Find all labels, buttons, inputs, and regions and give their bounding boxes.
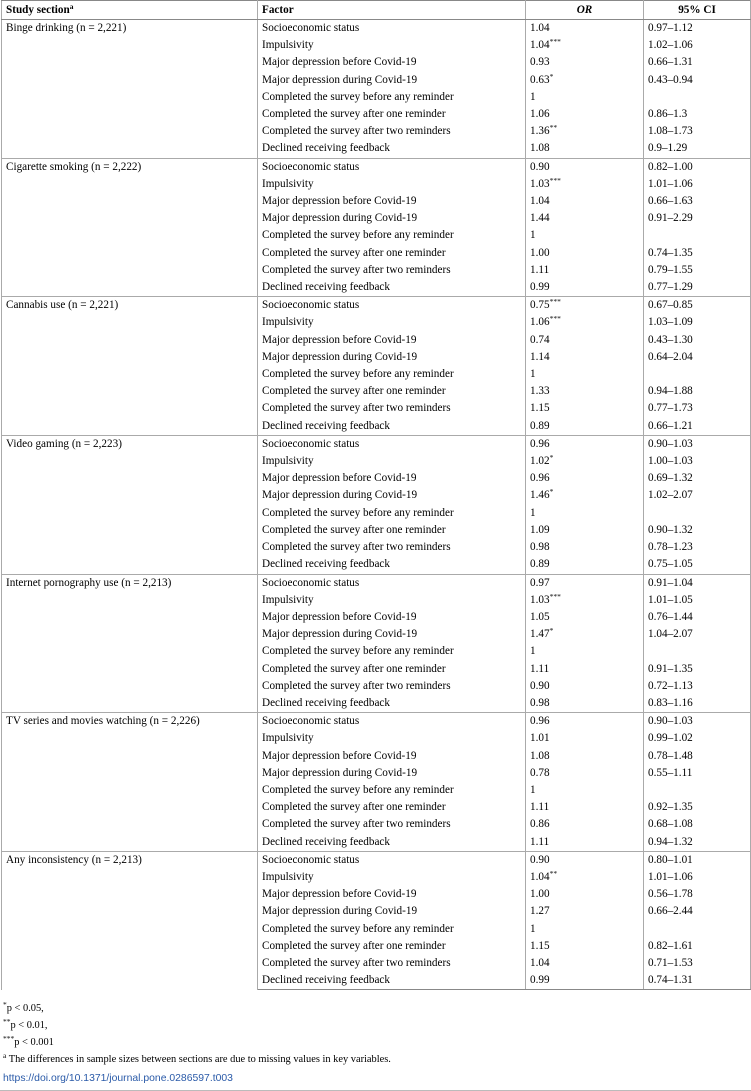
or-cell	[526, 816, 644, 833]
factor-cell: Major depression during Covid-19	[258, 349, 526, 366]
or-value: 0.99	[530, 281, 550, 294]
ci-cell: 0.90–1.32	[644, 522, 751, 539]
factor-cell: Completed the survey after one reminder	[258, 799, 526, 816]
or-value: 1.46	[530, 489, 550, 502]
or-value: 1.01	[530, 732, 550, 745]
significance-mark: *	[549, 453, 554, 463]
factor-cell: Completed the survey before any reminder	[258, 643, 526, 660]
factor-cell: Socioeconomic status	[258, 158, 526, 176]
ci-cell: 1.04–2.07	[644, 626, 751, 643]
significance-mark: ***	[549, 591, 561, 601]
or-cell	[526, 227, 644, 244]
ci-cell: 0.77–1.73	[644, 400, 751, 417]
or-value: 1.03	[530, 177, 550, 190]
significance-mark: ***	[549, 37, 561, 47]
doi-link[interactable]: https://doi.org/10.1371/journal.pone.0286597.t003	[3, 1073, 233, 1085]
ci-cell: 1.08–1.73	[644, 123, 751, 140]
ci-cell: 0.90–1.03	[644, 713, 751, 731]
or-value: 0.96	[530, 437, 550, 450]
ci-cell: 0.66–2.44	[644, 903, 751, 920]
ci-cell: 0.91–1.35	[644, 661, 751, 678]
or-cell	[526, 834, 644, 852]
ci-cell: 0.83–1.16	[644, 695, 751, 713]
or-cell	[526, 730, 644, 747]
or-value: 1.08	[530, 142, 550, 155]
or-cell	[526, 453, 644, 470]
factor-cell: Impulsivity	[258, 592, 526, 609]
factor-cell: Declined receiving feedback	[258, 140, 526, 158]
or-cell	[526, 955, 644, 972]
or-value: 0.99	[530, 974, 550, 987]
or-cell	[526, 400, 644, 417]
or-value: 1	[530, 368, 536, 381]
or-value: 1.08	[530, 749, 550, 762]
ci-cell: 1.03–1.09	[644, 314, 751, 331]
or-value: 1.06	[530, 316, 550, 329]
or-cell	[526, 539, 644, 556]
factor-cell: Impulsivity	[258, 869, 526, 886]
ci-cell: 0.97–1.12	[644, 20, 751, 38]
factor-cell: Completed the survey before any reminder	[258, 366, 526, 383]
factor-cell: Completed the survey after two reminders	[258, 400, 526, 417]
ci-cell: 0.77–1.29	[644, 279, 751, 297]
or-cell	[526, 799, 644, 816]
or-value: 1.03	[530, 593, 550, 606]
table-row	[2, 574, 751, 592]
or-value: 1.06	[530, 108, 550, 121]
factor-cell: Major depression before Covid-19	[258, 609, 526, 626]
or-cell	[526, 487, 644, 504]
or-cell	[526, 695, 644, 713]
or-cell	[526, 54, 644, 71]
footnote: ***p < 0.001	[3, 1034, 54, 1049]
or-value: 0.63	[530, 73, 550, 86]
or-value: 1.14	[530, 350, 550, 363]
or-value: 0.90	[530, 160, 550, 173]
or-cell	[526, 748, 644, 765]
ci-cell: 1.01–1.05	[644, 592, 751, 609]
or-value: 0.98	[530, 541, 550, 554]
factor-cell: Impulsivity	[258, 37, 526, 54]
header-ci: 95% CI	[644, 1, 751, 20]
ci-cell: 0.43–1.30	[644, 332, 751, 349]
or-value: 1	[530, 645, 536, 658]
ci-cell: 0.82–1.00	[644, 158, 751, 176]
header-study-section: Study section$^a$	[2, 1, 258, 20]
ci-cell: 0.64–2.04	[644, 349, 751, 366]
factor-cell: Completed the survey after two reminders	[258, 539, 526, 556]
table-body	[2, 20, 751, 990]
ci-cell: 0.99–1.02	[644, 730, 751, 747]
or-value: 1.47	[530, 628, 550, 641]
ci-cell: 1.01–1.06	[644, 176, 751, 193]
factor-cell: Major depression before Covid-19	[258, 193, 526, 210]
or-cell	[526, 972, 644, 990]
or-cell	[526, 72, 644, 89]
ci-cell: 0.80–1.01	[644, 851, 751, 869]
or-value: 1.11	[530, 662, 550, 675]
or-cell	[526, 20, 644, 38]
factor-cell: Completed the survey before any reminder	[258, 782, 526, 799]
ci-cell: 0.67–0.85	[644, 297, 751, 315]
or-value: 1.15	[530, 939, 550, 952]
ci-cell: 0.90–1.03	[644, 435, 751, 453]
footnote: **p < 0.01,	[3, 1017, 48, 1032]
ci-cell: 0.66–1.21	[644, 418, 751, 436]
table-row	[2, 297, 751, 315]
ci-cell	[644, 921, 751, 938]
or-value: 0.75	[530, 299, 550, 312]
ci-cell: 0.55–1.11	[644, 765, 751, 782]
ci-cell: 0.71–1.53	[644, 955, 751, 972]
table-row	[2, 713, 751, 731]
study-section-cell: Video gaming (n = 2,223)	[2, 435, 258, 574]
ci-cell: 0.78–1.23	[644, 539, 751, 556]
ci-cell: 0.66–1.63	[644, 193, 751, 210]
factor-cell: Major depression during Covid-19	[258, 210, 526, 227]
ci-cell: 0.74–1.31	[644, 972, 751, 990]
or-value: 1.04	[530, 956, 550, 969]
factor-cell: Major depression during Covid-19	[258, 765, 526, 782]
factor-cell: Completed the survey after one reminder	[258, 245, 526, 262]
or-cell	[526, 279, 644, 297]
or-value: 1.33	[530, 385, 550, 398]
or-cell	[526, 89, 644, 106]
factor-cell: Major depression during Covid-19	[258, 626, 526, 643]
or-value: 0.78	[530, 766, 550, 779]
or-cell	[526, 851, 644, 869]
or-value: 0.86	[530, 818, 550, 831]
ci-cell	[644, 505, 751, 522]
ci-cell: 0.9–1.29	[644, 140, 751, 158]
ci-cell: 0.75–1.05	[644, 556, 751, 574]
ci-cell: 0.76–1.44	[644, 609, 751, 626]
or-value: 1.36	[530, 125, 550, 138]
factor-cell: Impulsivity	[258, 453, 526, 470]
factor-cell: Impulsivity	[258, 314, 526, 331]
or-value: 0.90	[530, 853, 550, 866]
study-section-cell: TV series and movies watching (n = 2,226)	[2, 713, 258, 852]
or-cell	[526, 210, 644, 227]
ci-cell: 0.68–1.08	[644, 816, 751, 833]
or-cell	[526, 366, 644, 383]
or-cell	[526, 938, 644, 955]
factor-cell: Major depression during Covid-19	[258, 487, 526, 504]
ci-cell	[644, 89, 751, 106]
factor-cell: Major depression before Covid-19	[258, 54, 526, 71]
factor-cell: Completed the survey before any reminder	[258, 227, 526, 244]
ci-cell: 0.69–1.32	[644, 470, 751, 487]
or-value: 0.96	[530, 715, 550, 728]
factor-cell: Completed the survey after one reminder	[258, 661, 526, 678]
or-cell	[526, 765, 644, 782]
or-cell	[526, 643, 644, 660]
or-cell	[526, 886, 644, 903]
or-cell	[526, 332, 644, 349]
ci-cell	[644, 366, 751, 383]
or-cell	[526, 903, 644, 920]
ci-cell: 0.91–2.29	[644, 210, 751, 227]
ci-cell: 0.91–1.04	[644, 574, 751, 592]
or-cell	[526, 574, 644, 592]
or-value: 1.04	[530, 195, 550, 208]
or-value: 1.04	[530, 870, 550, 883]
or-cell	[526, 592, 644, 609]
ci-cell: 0.72–1.13	[644, 678, 751, 695]
ci-cell	[644, 643, 751, 660]
factor-cell: Declined receiving feedback	[258, 834, 526, 852]
header-or: OR	[526, 1, 644, 20]
factor-cell: Socioeconomic status	[258, 713, 526, 731]
footnotes	[0, 1000, 751, 1068]
results-table	[1, 0, 751, 990]
study-section-cell: Any inconsistency (n = 2,213)	[2, 851, 258, 990]
or-value: 1.11	[530, 835, 550, 848]
or-value: 1.11	[530, 263, 550, 276]
or-value: 1	[530, 506, 536, 519]
or-cell	[526, 661, 644, 678]
ci-cell: 0.92–1.35	[644, 799, 751, 816]
or-value: 1.44	[530, 212, 550, 225]
significance-mark: *	[549, 626, 554, 636]
or-value: 0.89	[530, 419, 550, 432]
ci-cell: 0.94–1.88	[644, 383, 751, 400]
factor-cell: Declined receiving feedback	[258, 556, 526, 574]
factor-cell: Completed the survey after two reminders	[258, 678, 526, 695]
significance-mark: *	[549, 71, 554, 81]
significance-mark: ***	[549, 314, 561, 324]
or-value: 0.93	[530, 56, 550, 69]
or-value: 1.15	[530, 402, 550, 415]
ci-cell: 0.82–1.61	[644, 938, 751, 955]
table-row	[2, 158, 751, 176]
factor-cell: Socioeconomic status	[258, 435, 526, 453]
or-cell	[526, 418, 644, 436]
ci-cell	[644, 227, 751, 244]
or-cell	[526, 193, 644, 210]
or-value: 1	[530, 783, 536, 796]
factor-cell: Completed the survey before any reminder	[258, 921, 526, 938]
or-cell	[526, 383, 644, 400]
or-value: 1.00	[530, 246, 550, 259]
factor-cell: Declined receiving feedback	[258, 279, 526, 297]
ci-cell: 0.79–1.55	[644, 262, 751, 279]
or-value: 0.98	[530, 696, 550, 709]
significance-mark: **	[549, 123, 558, 133]
factor-cell: Socioeconomic status	[258, 20, 526, 38]
or-cell	[526, 678, 644, 695]
header-factor: Factor	[258, 1, 526, 20]
or-value: 1	[530, 922, 536, 935]
ci-cell: 0.74–1.35	[644, 245, 751, 262]
or-value: 1.09	[530, 523, 550, 536]
or-value: 0.96	[530, 472, 550, 485]
or-cell	[526, 626, 644, 643]
or-cell	[526, 435, 644, 453]
study-section-cell: Cannabis use (n = 2,221)	[2, 297, 258, 436]
factor-cell: Completed the survey after two reminders	[258, 123, 526, 140]
or-cell	[526, 921, 644, 938]
factor-cell: Impulsivity	[258, 176, 526, 193]
ci-cell: 0.78–1.48	[644, 748, 751, 765]
or-cell	[526, 106, 644, 123]
significance-mark: ***	[549, 175, 561, 185]
or-cell	[526, 314, 644, 331]
or-cell	[526, 140, 644, 158]
significance-mark: ***	[549, 297, 561, 307]
ci-cell: 0.56–1.78	[644, 886, 751, 903]
or-cell	[526, 37, 644, 54]
significance-mark: **	[549, 868, 558, 878]
or-value: 0.90	[530, 679, 550, 692]
table-row	[2, 851, 751, 869]
factor-cell: Declined receiving feedback	[258, 695, 526, 713]
ci-cell: 0.86–1.3	[644, 106, 751, 123]
or-cell	[526, 176, 644, 193]
or-cell	[526, 782, 644, 799]
factor-cell: Major depression during Covid-19	[258, 903, 526, 920]
factor-cell: Major depression during Covid-19	[258, 72, 526, 89]
or-cell	[526, 297, 644, 315]
factor-cell: Major depression before Covid-19	[258, 470, 526, 487]
significance-mark: *	[549, 487, 554, 497]
or-value: 0.97	[530, 576, 550, 589]
ci-cell	[644, 782, 751, 799]
ci-cell: 1.00–1.03	[644, 453, 751, 470]
or-cell	[526, 262, 644, 279]
ci-cell: 1.01–1.06	[644, 869, 751, 886]
factor-cell: Socioeconomic status	[258, 574, 526, 592]
factor-cell: Completed the survey before any reminder	[258, 89, 526, 106]
ci-cell: 0.94–1.32	[644, 834, 751, 852]
or-value: 1.11	[530, 801, 550, 814]
ci-cell: 1.02–2.07	[644, 487, 751, 504]
factor-cell: Declined receiving feedback	[258, 418, 526, 436]
or-value: 1.04	[530, 22, 550, 34]
factor-cell: Socioeconomic status	[258, 297, 526, 315]
factor-cell: Socioeconomic status	[258, 851, 526, 869]
factor-cell: Impulsivity	[258, 730, 526, 747]
table-row	[2, 20, 751, 38]
factor-cell: Major depression before Covid-19	[258, 748, 526, 765]
factor-cell: Completed the survey before any reminder	[258, 505, 526, 522]
or-cell	[526, 869, 644, 886]
or-value: 1.04	[530, 39, 550, 52]
or-cell	[526, 470, 644, 487]
factor-cell: Declined receiving feedback	[258, 972, 526, 990]
factor-cell: Completed the survey after one reminder	[258, 522, 526, 539]
factor-cell: Completed the survey after two reminders	[258, 955, 526, 972]
or-cell	[526, 609, 644, 626]
factor-cell: Completed the survey after one reminder	[258, 383, 526, 400]
or-cell	[526, 158, 644, 176]
or-value: 0.74	[530, 333, 550, 346]
footnote: $^a$ The differences in sample sizes between sections are due to missing values in key variables.	[3, 1051, 391, 1066]
study-section-cell: Cigarette smoking (n = 2,222)	[2, 158, 258, 297]
factor-cell: Completed the survey after one reminder	[258, 938, 526, 955]
factor-cell: Major depression before Covid-19	[258, 332, 526, 349]
or-cell	[526, 522, 644, 539]
or-cell	[526, 505, 644, 522]
table-row	[2, 435, 751, 453]
study-section-cell: Internet pornography use (n = 2,213)	[2, 574, 258, 713]
or-cell	[526, 245, 644, 262]
footnote: *p < 0.05,	[3, 1000, 44, 1015]
header-row	[2, 1, 751, 20]
or-cell	[526, 349, 644, 366]
ci-cell: 1.02–1.06	[644, 37, 751, 54]
factor-cell: Completed the survey after two reminders	[258, 262, 526, 279]
or-value: 1	[530, 229, 536, 242]
or-cell	[526, 556, 644, 574]
or-value: 0.89	[530, 558, 550, 571]
or-value: 1.00	[530, 888, 550, 901]
or-value: 1.05	[530, 610, 550, 623]
or-value: 1	[530, 90, 536, 103]
or-value: 1.02	[530, 455, 550, 468]
or-cell	[526, 713, 644, 731]
ci-cell: 0.43–0.94	[644, 72, 751, 89]
ci-cell: 0.66–1.31	[644, 54, 751, 71]
or-cell	[526, 123, 644, 140]
factor-cell: Completed the survey after two reminders	[258, 816, 526, 833]
factor-cell: Major depression before Covid-19	[258, 886, 526, 903]
study-section-cell: Binge drinking (n = 2,221)	[2, 20, 258, 159]
factor-cell: Completed the survey after one reminder	[258, 106, 526, 123]
or-value: 1.27	[530, 905, 550, 918]
